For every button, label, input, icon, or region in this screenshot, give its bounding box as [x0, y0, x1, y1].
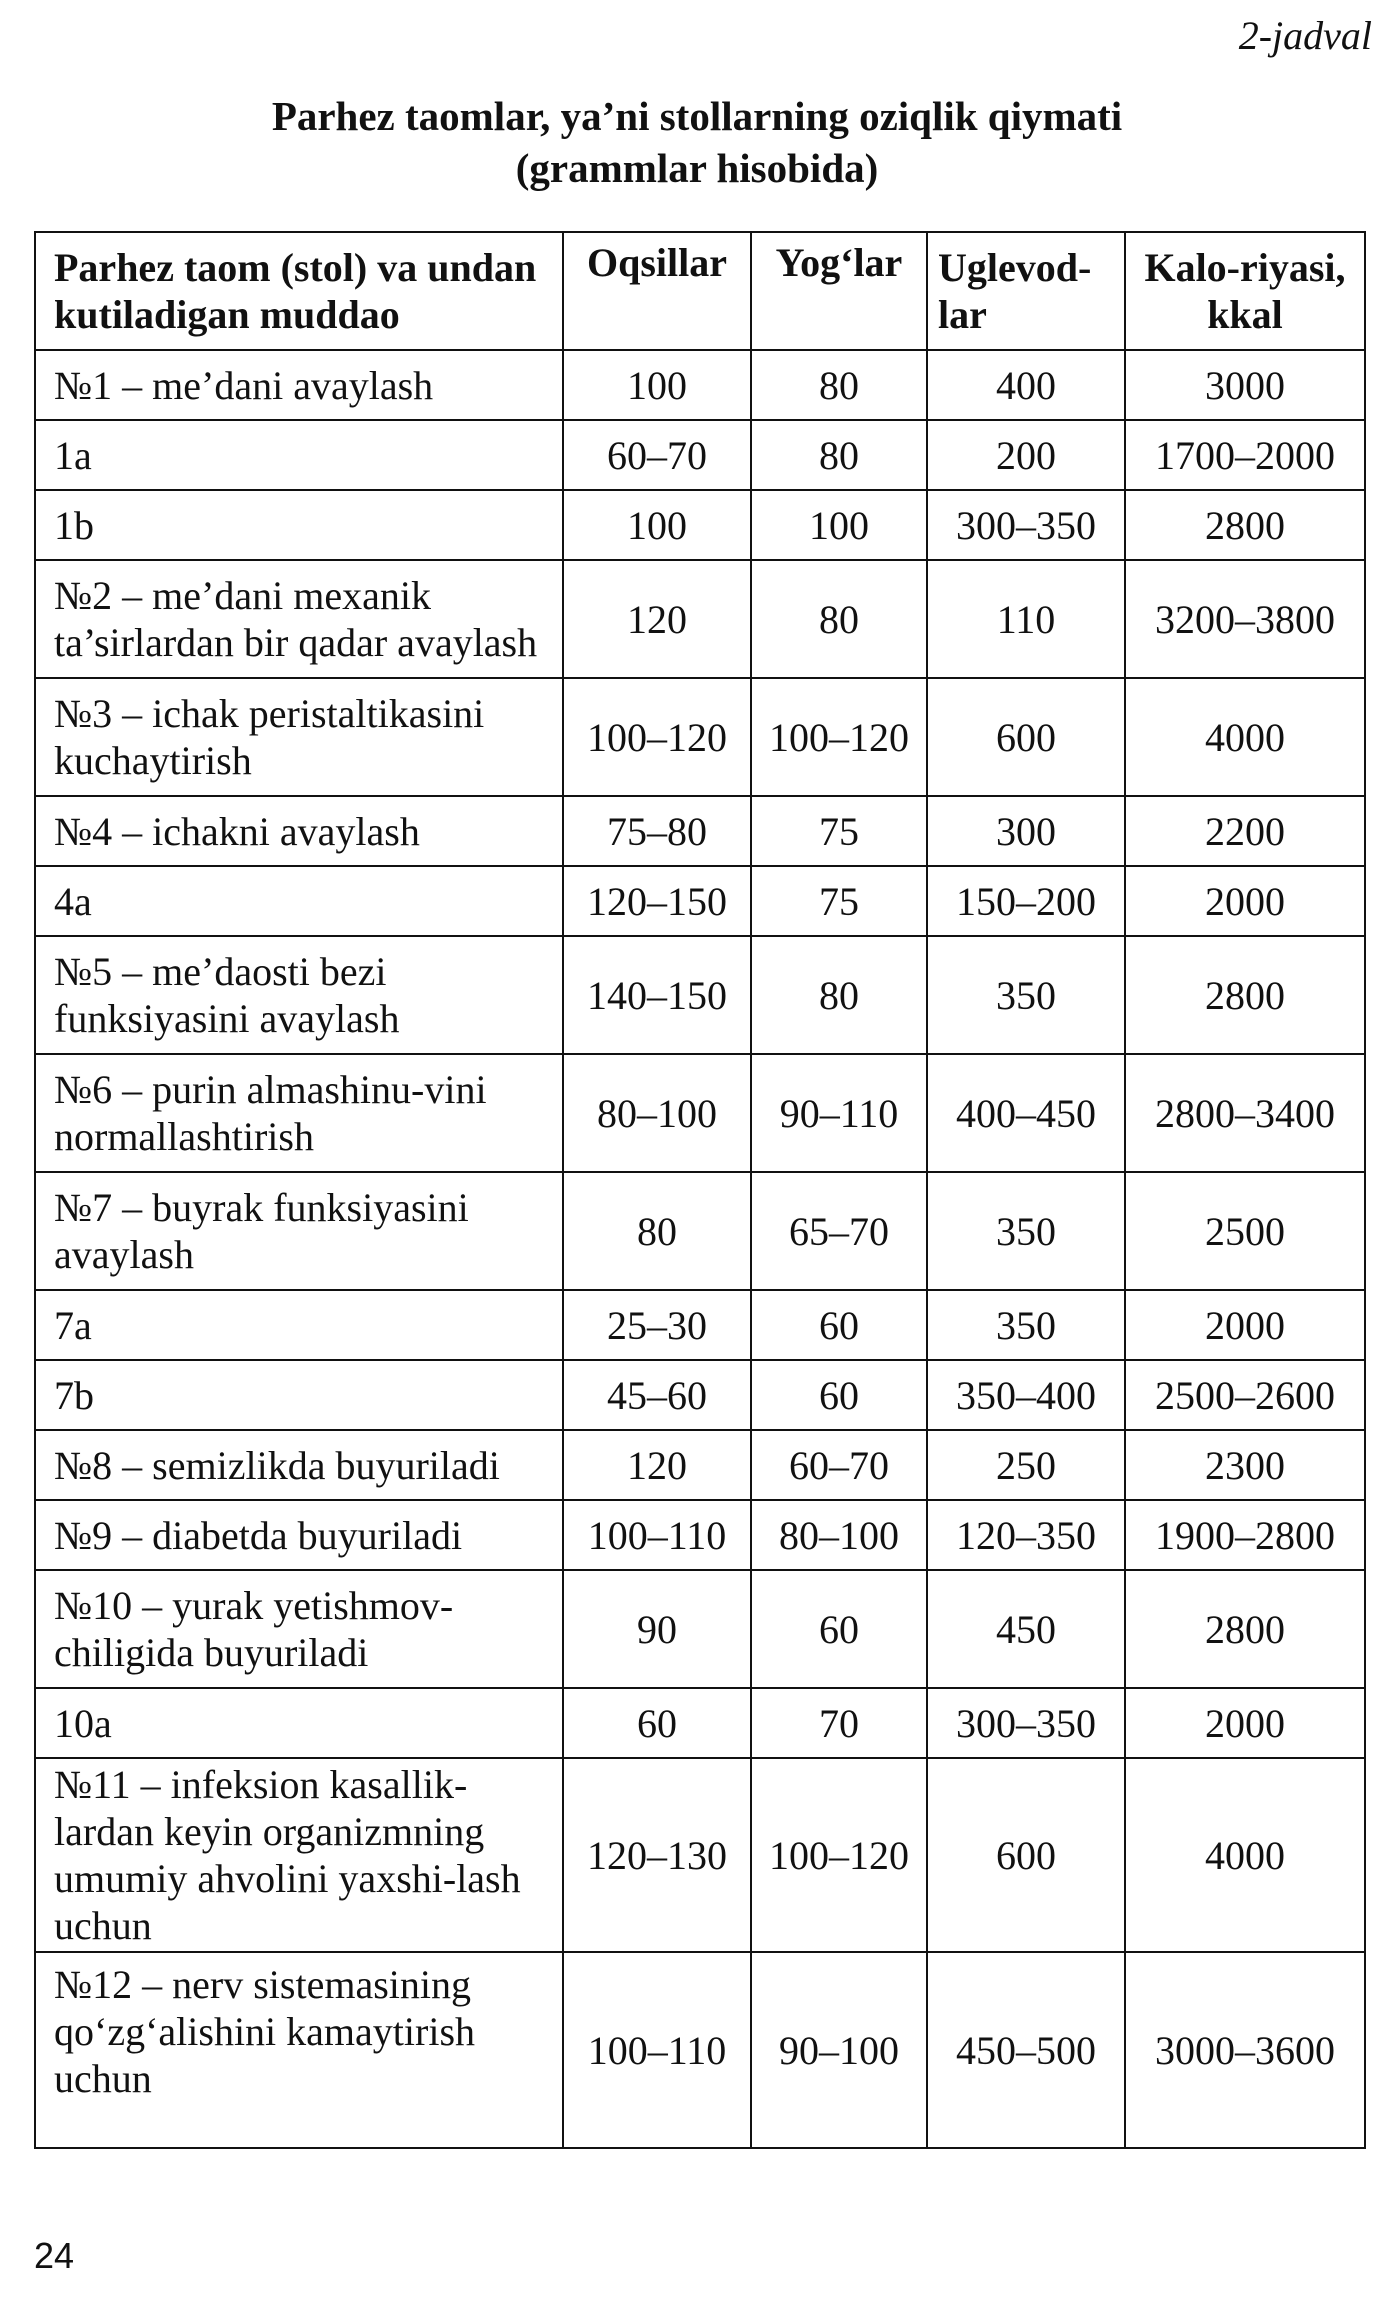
proteins-cell: 90 [563, 1570, 751, 1688]
table-row [35, 936, 1365, 1054]
calories-cell: 2000 [1125, 866, 1365, 936]
carbohydrates-cell: 450–500 [927, 1952, 1125, 2148]
table-title-line-2: (grammlar hisobida) [515, 145, 879, 191]
carbohydrates-cell: 400–450 [927, 1054, 1125, 1172]
table-row [35, 420, 1365, 490]
diet-name-cell: №3 – ichak peristaltikasini kuchaytirish [35, 678, 563, 796]
carbohydrates-cell: 110 [927, 560, 1125, 678]
diet-name-cell: 7b [35, 1360, 563, 1430]
table-title [0, 90, 1394, 194]
table-row [35, 678, 1365, 796]
page-number: 24 [34, 2235, 75, 2276]
table-row [35, 796, 1365, 866]
diet-name-cell: 4a [35, 866, 563, 936]
table-row [35, 866, 1365, 936]
proteins-cell: 120 [563, 560, 751, 678]
proteins-cell: 45–60 [563, 1360, 751, 1430]
fats-cell: 100–120 [751, 1758, 927, 1952]
fats-cell: 75 [751, 796, 927, 866]
fats-cell: 80–100 [751, 1500, 927, 1570]
table-row [35, 350, 1365, 420]
diet-name-cell: 1b [35, 490, 563, 560]
nutrition-table [34, 231, 1366, 2149]
carbohydrates-cell: 300–350 [927, 1688, 1125, 1758]
proteins-cell: 75–80 [563, 796, 751, 866]
diet-name-cell: 7a [35, 1290, 563, 1360]
diet-name-cell: №6 – purin almashinu-vini normallashtirish [35, 1054, 563, 1172]
proteins-cell: 80–100 [563, 1054, 751, 1172]
carbohydrates-cell: 250 [927, 1430, 1125, 1500]
diet-name-cell: 1a [35, 420, 563, 490]
fats-cell: 60 [751, 1570, 927, 1688]
table-row [35, 1290, 1365, 1360]
fats-cell: 90–110 [751, 1054, 927, 1172]
diet-name-cell: №12 – nerv sistemasining qo‘zg‘alishini kamaytirish uchun [35, 1952, 563, 2148]
diet-name-cell: №5 – me’daosti bezi funksiyasini avaylash [35, 936, 563, 1054]
table-row [35, 1360, 1365, 1430]
column-header-diet: Parhez taom (stol) va undan kutiladigan muddao [35, 232, 563, 350]
fats-cell: 80 [751, 560, 927, 678]
proteins-cell: 100–110 [563, 1952, 751, 2148]
diet-name-cell: №9 – diabetda buyuriladi [35, 1500, 563, 1570]
diet-name-cell: №4 – ichakni avaylash [35, 796, 563, 866]
calories-cell: 2800 [1125, 1570, 1365, 1688]
diet-name-cell: №8 – semizlikda buyuriladi [35, 1430, 563, 1500]
proteins-cell: 60–70 [563, 420, 751, 490]
fats-cell: 80 [751, 936, 927, 1054]
fats-cell: 75 [751, 866, 927, 936]
carbohydrates-cell: 150–200 [927, 866, 1125, 936]
carbohydrates-cell: 450 [927, 1570, 1125, 1688]
proteins-cell: 120–130 [563, 1758, 751, 1952]
carbohydrates-cell: 600 [927, 678, 1125, 796]
proteins-cell: 100–120 [563, 678, 751, 796]
carbohydrates-cell: 300 [927, 796, 1125, 866]
carbohydrates-cell: 600 [927, 1758, 1125, 1952]
table-row [35, 1054, 1365, 1172]
table-row [35, 1758, 1365, 1952]
carbohydrates-cell: 350 [927, 1290, 1125, 1360]
fats-cell: 80 [751, 420, 927, 490]
diet-name-cell: №11 – infeksion kasallik-lardan keyin organizmning umumiy ahvolini yaxshi-lash uchun [35, 1758, 563, 1952]
proteins-cell: 120 [563, 1430, 751, 1500]
fats-cell: 60 [751, 1360, 927, 1430]
fats-cell: 60 [751, 1290, 927, 1360]
proteins-cell: 120–150 [563, 866, 751, 936]
calories-cell: 3000–3600 [1125, 1952, 1365, 2148]
proteins-cell: 140–150 [563, 936, 751, 1054]
calories-cell: 4000 [1125, 1758, 1365, 1952]
carbohydrates-cell: 350–400 [927, 1360, 1125, 1430]
calories-cell: 1700–2000 [1125, 420, 1365, 490]
calories-cell: 2000 [1125, 1290, 1365, 1360]
diet-name-cell: №7 – buyrak funksiyasini avaylash [35, 1172, 563, 1290]
carbohydrates-cell: 400 [927, 350, 1125, 420]
fats-cell: 90–100 [751, 1952, 927, 2148]
proteins-cell: 100 [563, 350, 751, 420]
column-header-calories: Kalo-riyasi, kkal [1125, 232, 1365, 350]
column-header-fats: Yog‘lar [751, 232, 927, 350]
proteins-cell: 80 [563, 1172, 751, 1290]
calories-cell: 3000 [1125, 350, 1365, 420]
table-row [35, 560, 1365, 678]
fats-cell: 70 [751, 1688, 927, 1758]
calories-cell: 2800 [1125, 936, 1365, 1054]
calories-cell: 2500–2600 [1125, 1360, 1365, 1430]
table-body [35, 350, 1365, 2148]
diet-name-cell: №2 – me’dani mexanik ta’sirlardan bir qadar avaylash [35, 560, 563, 678]
carbohydrates-cell: 350 [927, 1172, 1125, 1290]
diet-name-cell: 10a [35, 1688, 563, 1758]
table-number-label: 2-jadval [1238, 13, 1372, 58]
column-header-proteins: Oqsillar [563, 232, 751, 350]
carbohydrates-cell: 300–350 [927, 490, 1125, 560]
calories-cell: 2200 [1125, 796, 1365, 866]
fats-cell: 60–70 [751, 1430, 927, 1500]
calories-cell: 2800–3400 [1125, 1054, 1365, 1172]
fats-cell: 100–120 [751, 678, 927, 796]
fats-cell: 100 [751, 490, 927, 560]
calories-cell: 2800 [1125, 490, 1365, 560]
table-row [35, 1172, 1365, 1290]
proteins-cell: 100 [563, 490, 751, 560]
fats-cell: 80 [751, 350, 927, 420]
proteins-cell: 60 [563, 1688, 751, 1758]
calories-cell: 2300 [1125, 1430, 1365, 1500]
table-header-row [35, 232, 1365, 350]
calories-cell: 4000 [1125, 678, 1365, 796]
calories-cell: 3200–3800 [1125, 560, 1365, 678]
carbohydrates-cell: 350 [927, 936, 1125, 1054]
calories-cell: 1900–2800 [1125, 1500, 1365, 1570]
table-title-line-1: Parhez taomlar, ya’ni stollarning oziqlik qiymati [271, 93, 1123, 139]
carbohydrates-cell: 200 [927, 420, 1125, 490]
table-row [35, 1952, 1365, 2148]
table-row [35, 1688, 1365, 1758]
calories-cell: 2000 [1125, 1688, 1365, 1758]
column-header-carbohydrates: Uglevod-lar [927, 232, 1125, 350]
diet-name-cell: №1 – me’dani avaylash [35, 350, 563, 420]
carbohydrates-cell: 120–350 [927, 1500, 1125, 1570]
calories-cell: 2500 [1125, 1172, 1365, 1290]
diet-name-cell: №10 – yurak yetishmov-chiligida buyuriladi [35, 1570, 563, 1688]
table-row [35, 1500, 1365, 1570]
proteins-cell: 100–110 [563, 1500, 751, 1570]
table-row [35, 1570, 1365, 1688]
fats-cell: 65–70 [751, 1172, 927, 1290]
table-row [35, 490, 1365, 560]
table-row [35, 1430, 1365, 1500]
proteins-cell: 25–30 [563, 1290, 751, 1360]
